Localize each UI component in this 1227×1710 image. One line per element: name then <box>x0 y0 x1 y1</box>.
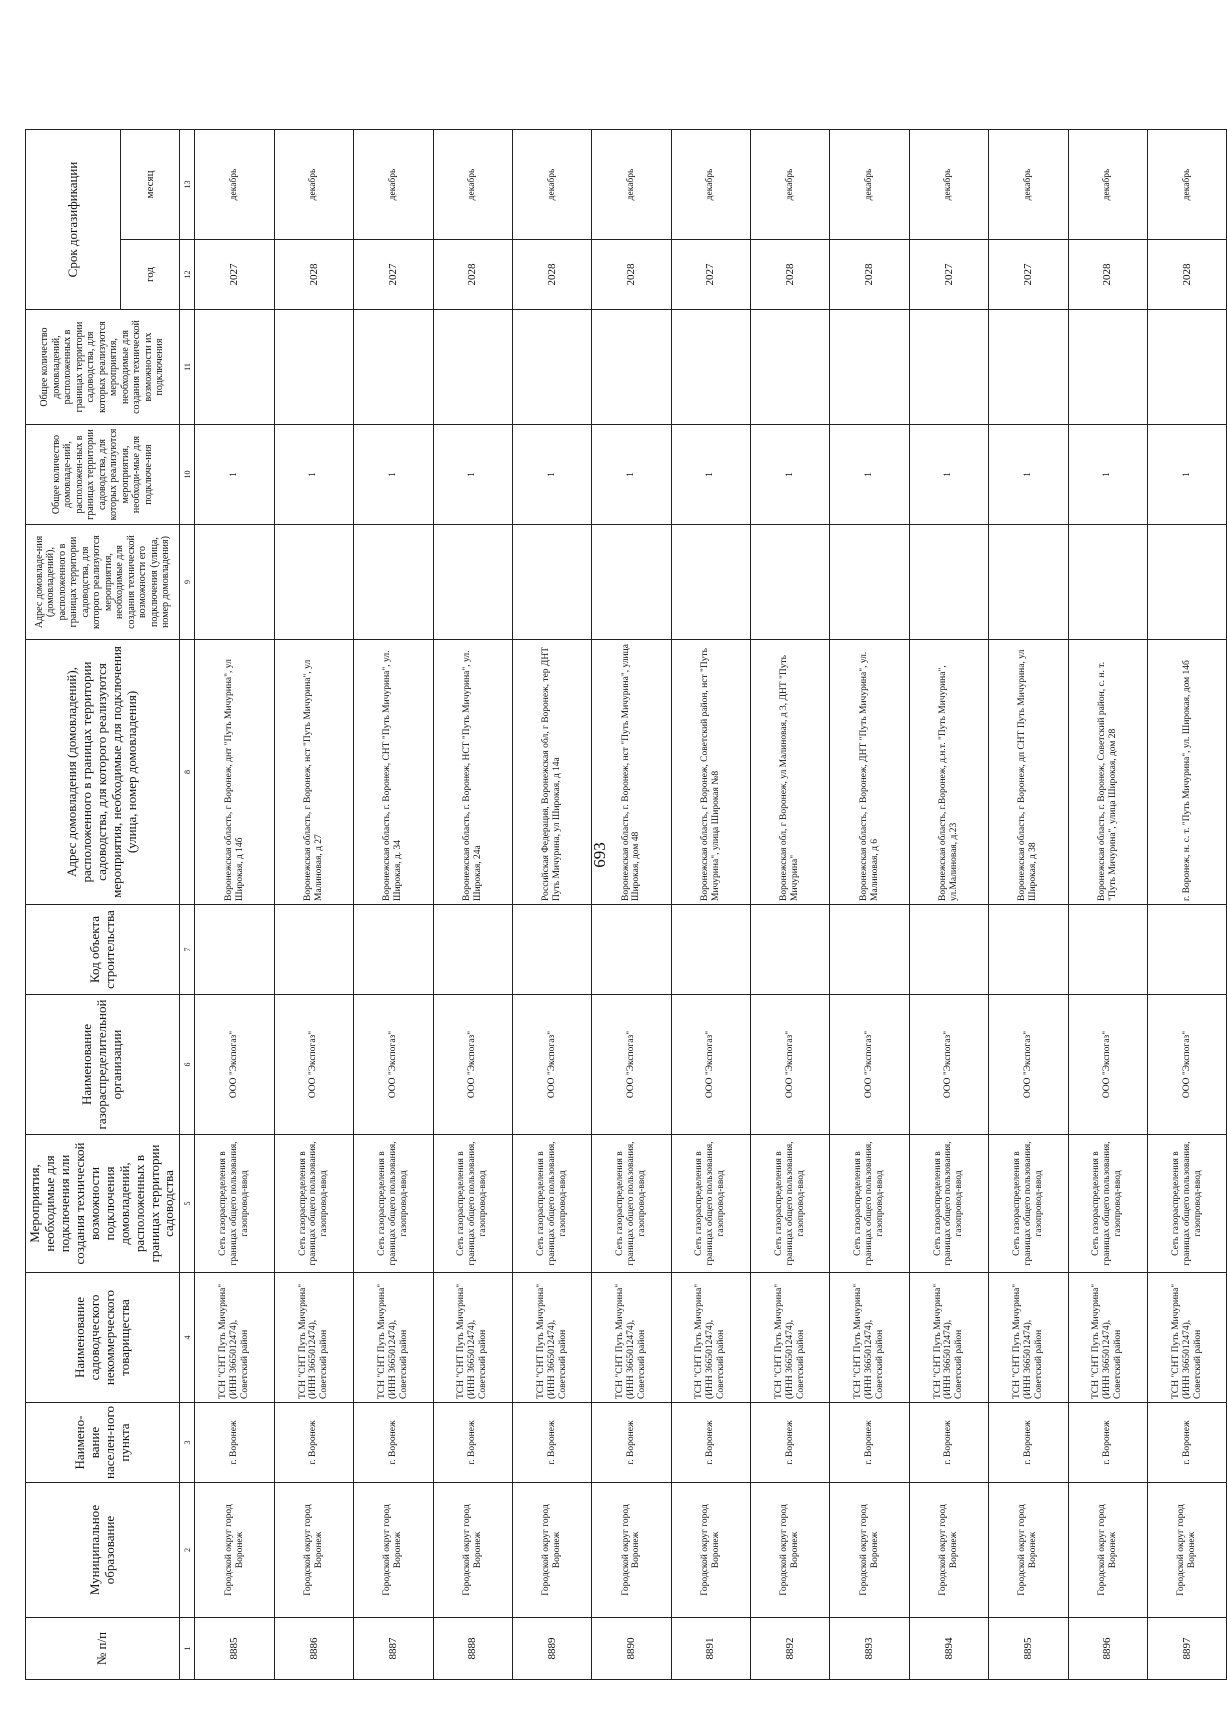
table-row <box>195 130 274 1680</box>
col-header-object-code: Код объекта строительства <box>26 905 180 995</box>
cell-count-tech <box>433 310 512 425</box>
col-number: 4 <box>180 1273 195 1403</box>
cell-object-code <box>512 905 591 995</box>
cell-settlement: г. Воронеж <box>909 1403 988 1483</box>
column-number-row <box>180 130 195 1680</box>
cell-gas-org: ООО "Экспогаз" <box>671 995 750 1135</box>
table-row <box>433 130 512 1680</box>
cell-count-tech <box>354 310 433 425</box>
cell-address-connect: Воронежская область, г Воронеж, днт "Путь Мичурина", ул Широкая, д 14б <box>195 640 274 905</box>
cell-measures: Сеть газораспределения в границах общего пользования, газопровод-ввод <box>1068 1135 1147 1273</box>
cell-snt-name: ТСН "СНТ Путь Мичурина" (ИНН 3665012474), Советский район <box>751 1273 830 1403</box>
cell-measures: Сеть газораспределения в границах общего пользования, газопровод-ввод <box>354 1135 433 1273</box>
document-sheet <box>25 130 1203 1680</box>
cell-address-tech <box>671 525 750 640</box>
cell-count-connect: 1 <box>909 425 988 525</box>
col-number: 6 <box>180 995 195 1135</box>
cell-month: декабрь <box>433 130 512 240</box>
cell-object-code <box>274 905 353 995</box>
cell-year: 2027 <box>671 240 750 310</box>
cell-address-connect: Воронежская область, г. Воронеж, НСТ "Путь Мичурина", ул. Широкая, 24а <box>433 640 512 905</box>
cell-address-tech <box>830 525 909 640</box>
cell-municipality: Городской округ город Воронеж <box>195 1483 274 1618</box>
cell-municipality: Городской округ город Воронеж <box>671 1483 750 1618</box>
cell-count-connect: 1 <box>989 425 1068 525</box>
cell-snt-name: ТСН "СНТ Путь Мичурина" (ИНН 3665012474), Советский район <box>1068 1273 1147 1403</box>
cell-year: 2027 <box>909 240 988 310</box>
table-row <box>909 130 988 1680</box>
cell-count-connect: 1 <box>671 425 750 525</box>
cell-settlement: г. Воронеж <box>592 1403 671 1483</box>
cell-row-number: 8893 <box>830 1618 909 1680</box>
cell-measures: Сеть газораспределения в границах общего пользования, газопровод-ввод <box>433 1135 512 1273</box>
col-number: 9 <box>180 525 195 640</box>
cell-object-code <box>354 905 433 995</box>
cell-gas-org: ООО "Экспогаз" <box>274 995 353 1135</box>
col-number: 3 <box>180 1403 195 1483</box>
cell-count-connect: 1 <box>512 425 591 525</box>
cell-settlement: г. Воронеж <box>671 1403 750 1483</box>
col-number: 13 <box>180 130 195 240</box>
cell-settlement: г. Воронеж <box>830 1403 909 1483</box>
cell-count-tech <box>1068 310 1147 425</box>
col-header-snt: Наименование садоводческого некоммерческого товарищества <box>26 1273 180 1403</box>
cell-year: 2028 <box>512 240 591 310</box>
cell-count-connect: 1 <box>830 425 909 525</box>
cell-month: декабрь <box>751 130 830 240</box>
table-row <box>592 130 671 1680</box>
cell-object-code <box>195 905 274 995</box>
col-header-gas-org: Наименование газораспределительной организации <box>26 995 180 1135</box>
cell-count-tech <box>512 310 591 425</box>
cell-object-code <box>671 905 750 995</box>
cell-month: декабрь <box>512 130 591 240</box>
cell-count-connect: 1 <box>354 425 433 525</box>
cell-municipality: Городской округ город Воронеж <box>512 1483 591 1618</box>
cell-month: декабрь <box>354 130 433 240</box>
cell-year: 2027 <box>989 240 1068 310</box>
cell-address-tech <box>1147 525 1227 640</box>
cell-measures: Сеть газораспределения в границах общего пользования, газопровод-ввод <box>592 1135 671 1273</box>
cell-settlement: г. Воронеж <box>1068 1403 1147 1483</box>
cell-gas-org: ООО "Экспогаз" <box>512 995 591 1135</box>
cell-gas-org: ООО "Экспогаз" <box>354 995 433 1135</box>
cell-object-code <box>989 905 1068 995</box>
cell-address-connect: Воронежская область, г Воронеж, Советский район, нст "Путь Мичурина", улица Широкая №8 <box>671 640 750 905</box>
cell-municipality: Городской округ город Воронеж <box>751 1483 830 1618</box>
col-number: 8 <box>180 640 195 905</box>
cell-settlement: г. Воронеж <box>512 1403 591 1483</box>
cell-settlement: г. Воронеж <box>195 1403 274 1483</box>
cell-month: декабрь <box>989 130 1068 240</box>
cell-address-tech <box>274 525 353 640</box>
col-number: 11 <box>180 310 195 425</box>
cell-address-tech <box>909 525 988 640</box>
cell-address-connect: Воронежская обл, г Воронеж, ул Малиновая, д 3, ДНТ "Путь Мичурина" <box>751 640 830 905</box>
cell-count-tech <box>1147 310 1227 425</box>
cell-month: декабрь <box>274 130 353 240</box>
cell-row-number: 8894 <box>909 1618 988 1680</box>
cell-count-connect: 1 <box>195 425 274 525</box>
cell-gas-org: ООО "Экспогаз" <box>1147 995 1227 1135</box>
table-row <box>751 130 830 1680</box>
cell-address-connect: Воронежская область, г.Воронеж, д.н.т. "Путь Мичурина", ул.Малиновая, д.23 <box>909 640 988 905</box>
cell-measures: Сеть газораспределения в границах общего пользования, газопровод-ввод <box>274 1135 353 1273</box>
cell-address-connect: Воронежская область, г. Воронеж, СНТ "Путь Мичурина", ул. Широкая, д. 34 <box>354 640 433 905</box>
cell-object-code <box>830 905 909 995</box>
cell-gas-org: ООО "Экспогаз" <box>433 995 512 1135</box>
cell-gas-org: ООО "Экспогаз" <box>830 995 909 1135</box>
cell-year: 2027 <box>354 240 433 310</box>
cell-address-tech <box>195 525 274 640</box>
cell-address-tech <box>512 525 591 640</box>
cell-address-tech <box>433 525 512 640</box>
table-row <box>989 130 1068 1680</box>
table-row <box>274 130 353 1680</box>
cell-object-code <box>433 905 512 995</box>
cell-count-tech <box>592 310 671 425</box>
cell-count-tech <box>671 310 750 425</box>
cell-measures: Сеть газораспределения в границах общего пользования, газопровод-ввод <box>1147 1135 1227 1273</box>
cell-row-number: 8886 <box>274 1618 353 1680</box>
col-header-year: год <box>121 240 180 310</box>
cell-object-code <box>1068 905 1147 995</box>
cell-count-connect: 1 <box>274 425 353 525</box>
gasification-table <box>25 129 1227 1680</box>
cell-count-connect: 1 <box>433 425 512 525</box>
cell-row-number: 8889 <box>512 1618 591 1680</box>
col-number: 7 <box>180 905 195 995</box>
cell-month: декабрь <box>1068 130 1147 240</box>
col-number: 5 <box>180 1135 195 1273</box>
col-header-address-tech: Адрес домовладе-ния (домовладений), расположенного в границах территории садоводства, для которого реализуются мероприятия, необходимые для создания технической возможности его подключения (улица, номер домовладения) <box>26 525 180 640</box>
col-number: 1 <box>180 1618 195 1680</box>
cell-object-code <box>751 905 830 995</box>
cell-snt-name: ТСН "СНТ Путь Мичурина" (ИНН 3665012474), Советский район <box>1147 1273 1227 1403</box>
col-header-municipality: Муниципальное образование <box>26 1483 180 1618</box>
cell-count-tech <box>909 310 988 425</box>
cell-count-tech <box>195 310 274 425</box>
cell-municipality: Городской округ город Воронеж <box>274 1483 353 1618</box>
col-header-address-connect: Адрес домовладения (домовладений), расположенного в границах территории садоводства, для которого реализуются мероприятия, необходимые для подключения (улица, номер домовладения) <box>26 640 180 905</box>
table-row <box>671 130 750 1680</box>
cell-year: 2028 <box>274 240 353 310</box>
cell-address-connect: Воронежская область, г Воронеж, нст "Путь Мичурина", ул Малиновая, д 27 <box>274 640 353 905</box>
cell-count-connect: 1 <box>751 425 830 525</box>
cell-settlement: г. Воронеж <box>989 1403 1068 1483</box>
col-header-deadline: Срок догазификации <box>26 130 121 310</box>
cell-year: 2028 <box>751 240 830 310</box>
col-number: 12 <box>180 240 195 310</box>
cell-municipality: Городской округ город Воронеж <box>830 1483 909 1618</box>
cell-row-number: 8888 <box>433 1618 512 1680</box>
col-header-count-connect: Общее количество домовладе-ний, расположен-ных в границах территории садоводства, для которых реализуются мероприятия, необходи-мые для подключе-ния <box>26 425 180 525</box>
cell-municipality: Городской округ город Воронеж <box>1147 1483 1227 1618</box>
cell-municipality: Городской округ город Воронеж <box>909 1483 988 1618</box>
cell-snt-name: ТСН "СНТ Путь Мичурина" (ИНН 3665012474), Советский район <box>592 1273 671 1403</box>
cell-count-connect: 1 <box>1147 425 1227 525</box>
cell-row-number: 8896 <box>1068 1618 1147 1680</box>
cell-year: 2028 <box>433 240 512 310</box>
cell-address-connect: Воронежская область, г. Воронеж, нст "Путь Мичурина", улица Широкая, дом 48 <box>592 640 671 905</box>
cell-municipality: Городской округ город Воронеж <box>433 1483 512 1618</box>
cell-address-tech <box>592 525 671 640</box>
cell-snt-name: ТСН "СНТ Путь Мичурина" (ИНН 3665012474), Советский район <box>274 1273 353 1403</box>
cell-count-tech <box>989 310 1068 425</box>
cell-address-connect: Воронежская область, г Воронеж, ДНТ "Путь Мичурина", ул. Малиновая, д 6 <box>830 640 909 905</box>
cell-object-code <box>592 905 671 995</box>
cell-snt-name: ТСН "СНТ Путь Мичурина" (ИНН 3665012474), Советский район <box>195 1273 274 1403</box>
cell-count-tech <box>274 310 353 425</box>
cell-year: 2028 <box>592 240 671 310</box>
cell-gas-org: ООО "Экспогаз" <box>1068 995 1147 1135</box>
cell-settlement: г. Воронеж <box>274 1403 353 1483</box>
cell-measures: Сеть газораспределения в границах общего пользования, газопровод-ввод <box>195 1135 274 1273</box>
cell-gas-org: ООО "Экспогаз" <box>195 995 274 1135</box>
header-row <box>26 130 121 1680</box>
cell-month: декабрь <box>671 130 750 240</box>
col-header-count-tech: Общее количество домовладений, расположенных в границах территории садоводства, для которых реализуются мероприятия, необходимые для создания технической возможности их подключения <box>26 310 180 425</box>
cell-measures: Сеть газораспределения в границах общего пользования, газопровод-ввод <box>751 1135 830 1273</box>
cell-row-number: 8891 <box>671 1618 750 1680</box>
cell-gas-org: ООО "Экспогаз" <box>592 995 671 1135</box>
cell-address-tech <box>989 525 1068 640</box>
cell-month: декабрь <box>909 130 988 240</box>
table-row <box>512 130 591 1680</box>
cell-measures: Сеть газораспределения в границах общего пользования, газопровод-ввод <box>671 1135 750 1273</box>
cell-count-tech <box>830 310 909 425</box>
cell-row-number: 8890 <box>592 1618 671 1680</box>
col-header-measures: Мероприятия, необходимые для подключения или создания технической возможности подключения домовладений, расположенных в границах территории садоводства <box>26 1135 180 1273</box>
cell-row-number: 8885 <box>195 1618 274 1680</box>
cell-address-tech <box>1068 525 1147 640</box>
col-header-num: № п/п <box>26 1618 180 1680</box>
cell-snt-name: ТСН "СНТ Путь Мичурина" (ИНН 3665012474), Советский район <box>354 1273 433 1403</box>
col-number: 10 <box>180 425 195 525</box>
cell-address-connect: Воронежская область, г. Воронеж, Советский район, с. н. т. "Путь Мичурина", улица Широкая, дом 28 <box>1068 640 1147 905</box>
cell-year: 2028 <box>830 240 909 310</box>
cell-month: декабрь <box>592 130 671 240</box>
cell-count-tech <box>751 310 830 425</box>
cell-snt-name: ТСН "СНТ Путь Мичурина" (ИНН 3665012474), Советский район <box>512 1273 591 1403</box>
cell-address-connect: Воронежская область, г Воронеж, дп СНТ Путь Мичурина, ул Широкая, д 38 <box>989 640 1068 905</box>
cell-measures: Сеть газораспределения в границах общего пользования, газопровод-ввод <box>830 1135 909 1273</box>
cell-count-connect: 1 <box>592 425 671 525</box>
cell-measures: Сеть газораспределения в границах общего пользования, газопровод-ввод <box>512 1135 591 1273</box>
cell-month: декабрь <box>830 130 909 240</box>
page-number: 693 <box>590 842 609 868</box>
table-row <box>830 130 909 1680</box>
cell-month: декабрь <box>1147 130 1227 240</box>
table-row <box>354 130 433 1680</box>
cell-year: 2027 <box>195 240 274 310</box>
cell-address-tech <box>751 525 830 640</box>
cell-object-code <box>1147 905 1227 995</box>
cell-snt-name: ТСН "СНТ Путь Мичурина" (ИНН 3665012474), Советский район <box>830 1273 909 1403</box>
cell-gas-org: ООО "Экспогаз" <box>909 995 988 1135</box>
cell-settlement: г. Воронеж <box>1147 1403 1227 1483</box>
cell-row-number: 8892 <box>751 1618 830 1680</box>
cell-row-number: 8895 <box>989 1618 1068 1680</box>
col-header-month: месяц <box>121 130 180 240</box>
cell-gas-org: ООО "Экспогаз" <box>751 995 830 1135</box>
cell-year: 2028 <box>1147 240 1227 310</box>
cell-municipality: Городской округ город Воронеж <box>354 1483 433 1618</box>
cell-year: 2028 <box>1068 240 1147 310</box>
cell-measures: Сеть газораспределения в границах общего пользования, газопровод-ввод <box>989 1135 1068 1273</box>
cell-object-code <box>909 905 988 995</box>
cell-snt-name: ТСН "СНТ Путь Мичурина" (ИНН 3665012474), Советский район <box>989 1273 1068 1403</box>
cell-measures: Сеть газораспределения в границах общего пользования, газопровод-ввод <box>909 1135 988 1273</box>
cell-settlement: г. Воронеж <box>433 1403 512 1483</box>
cell-municipality: Городской округ город Воронеж <box>1068 1483 1147 1618</box>
cell-settlement: г. Воронеж <box>751 1403 830 1483</box>
col-header-settlement: Наимено-вание населен-ного пункта <box>26 1403 180 1483</box>
col-number: 2 <box>180 1483 195 1618</box>
cell-month: декабрь <box>195 130 274 240</box>
cell-snt-name: ТСН "СНТ Путь Мичурина" (ИНН 3665012474), Советский район <box>433 1273 512 1403</box>
cell-address-connect: Российская Федерация, Воронежская обл, г Воронеж, тер ДНТ Путь Мичурина, ул Широкая, д 14а <box>512 640 591 905</box>
cell-address-connect: г. Воронеж, н. с. т. "Путь Мичурина", ул. Широкая, дом 14б <box>1147 640 1227 905</box>
cell-municipality: Городской округ город Воронеж <box>592 1483 671 1618</box>
table-row <box>1147 130 1227 1680</box>
table-row <box>1068 130 1147 1680</box>
cell-settlement: г. Воронеж <box>354 1403 433 1483</box>
cell-gas-org: ООО "Экспогаз" <box>989 995 1068 1135</box>
cell-count-connect: 1 <box>1068 425 1147 525</box>
cell-municipality: Городской округ город Воронеж <box>989 1483 1068 1618</box>
cell-row-number: 8887 <box>354 1618 433 1680</box>
cell-row-number: 8897 <box>1147 1618 1227 1680</box>
cell-snt-name: ТСН "СНТ Путь Мичурина" (ИНН 3665012474), Советский район <box>909 1273 988 1403</box>
cell-snt-name: ТСН "СНТ Путь Мичурина" (ИНН 3665012474), Советский район <box>671 1273 750 1403</box>
cell-address-tech <box>354 525 433 640</box>
